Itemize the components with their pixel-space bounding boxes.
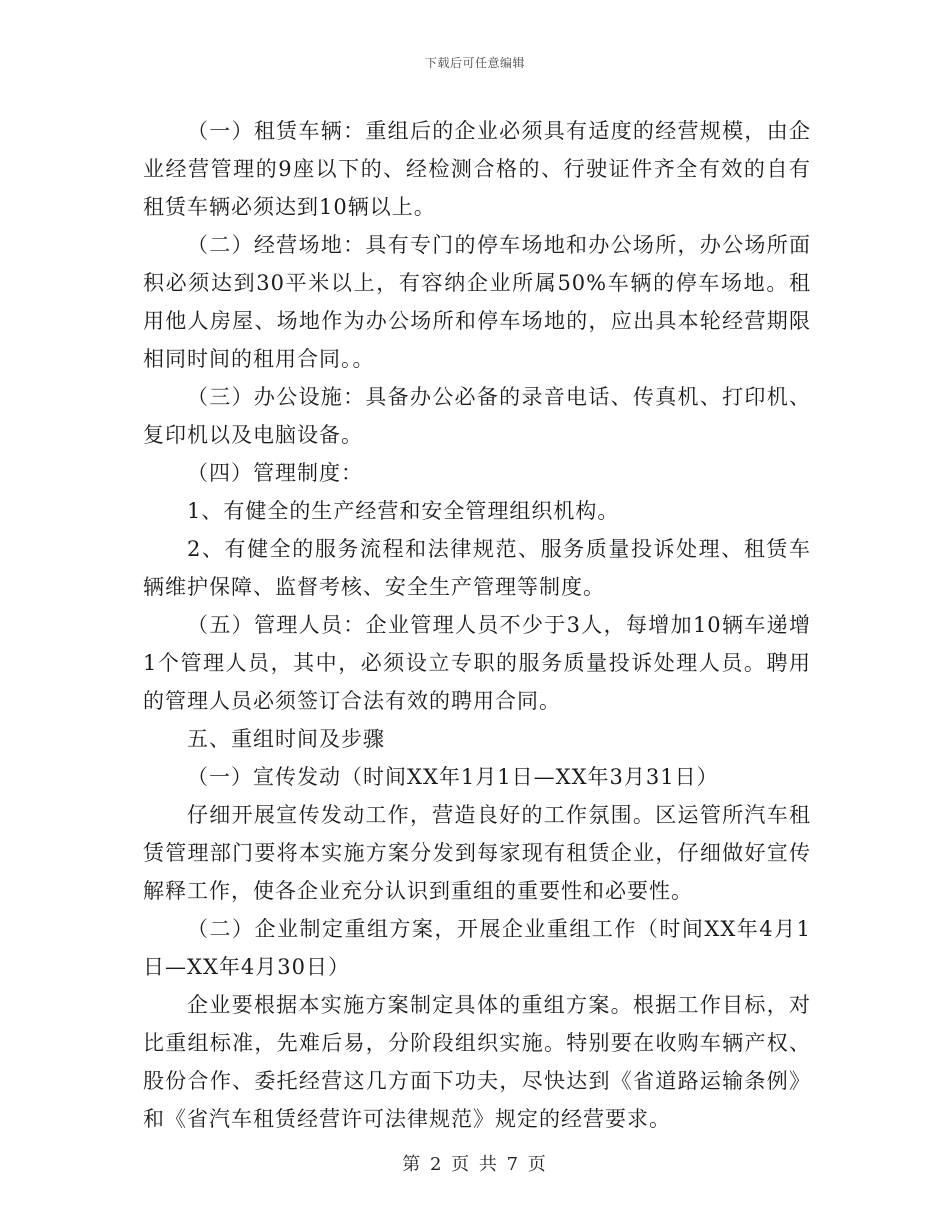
paragraph-business-premises: （二）经营场地：具有专门的停车场地和办公场所，办公场所面积必须达到30平米以上，有容纳企业所属50%车辆的停车场地。租用他人房屋、场地作为办公场所和停车场地的，应出具本轮经营期限相同时间的租用合同。。 bbox=[143, 233, 811, 371]
paragraph-publicity-detail: 仔细开展宣传发动工作，营造良好的工作氛围。区运管所汽车租赁管理部门要将本实施方案分发到每家现有租赁企业，仔细做好宣传解释工作，使各企业充分认识到重组的重要性和必要性。 bbox=[143, 803, 811, 903]
paragraph-publicity-phase: （一）宣传发动（时间XX年1月1日—XX年3月31日） bbox=[187, 765, 719, 789]
paragraph-rental-vehicles: （一）租赁车辆：重组后的企业必须具有适度的经营规模，由企业经营管理的9座以下的、经检测合格的、行驶证件齐全有效的自有租赁车辆必须达到10辆以上。 bbox=[143, 119, 811, 219]
paragraph-management-system: （四）管理制度： bbox=[187, 461, 363, 485]
paragraph-item-1: 1、有健全的生产经营和安全管理组织机构。 bbox=[187, 499, 620, 523]
paragraph-office-facilities: （三）办公设施：具备办公必备的录音电话、传真机、打印机、复印机以及电脑设备。 bbox=[143, 385, 811, 447]
paragraph-item-2: 2、有健全的服务流程和法律规范、服务质量投诉处理、租赁车辆维护保障、监督考核、安全生产管理等制度。 bbox=[143, 537, 811, 599]
page-header: 下载后可任意编辑 bbox=[424, 56, 525, 70]
paragraph-restructure-detail: 企业要根据本实施方案制定具体的重组方案。根据工作目标，对比重组标准，先难后易，分阶段组织实施。特别要在收购车辆产权、股份合作、委托经营这几方面下功夫，尽快达到《省道路运输条例》和《省汽车租赁经营许可法律规范》规定的经营要求。 bbox=[143, 993, 811, 1131]
paragraph-restructure-phase: （二）企业制定重组方案，开展企业重组工作（时间XX年4月1日—XX年4月30日） bbox=[143, 917, 811, 979]
paragraph-management-staff: （五）管理人员：企业管理人员不少于3人，每增加10辆车递增1个管理人员，其中，必须设立专职的服务质量投诉处理人员。聘用的管理人员必须签订合法有效的聘用合同。 bbox=[143, 613, 811, 713]
page-footer: 第 2 页 共 7 页 bbox=[402, 1154, 548, 1175]
document-body bbox=[143, 112, 811, 1138]
section-heading-schedule: 五、重组时间及步骤 bbox=[187, 727, 385, 751]
